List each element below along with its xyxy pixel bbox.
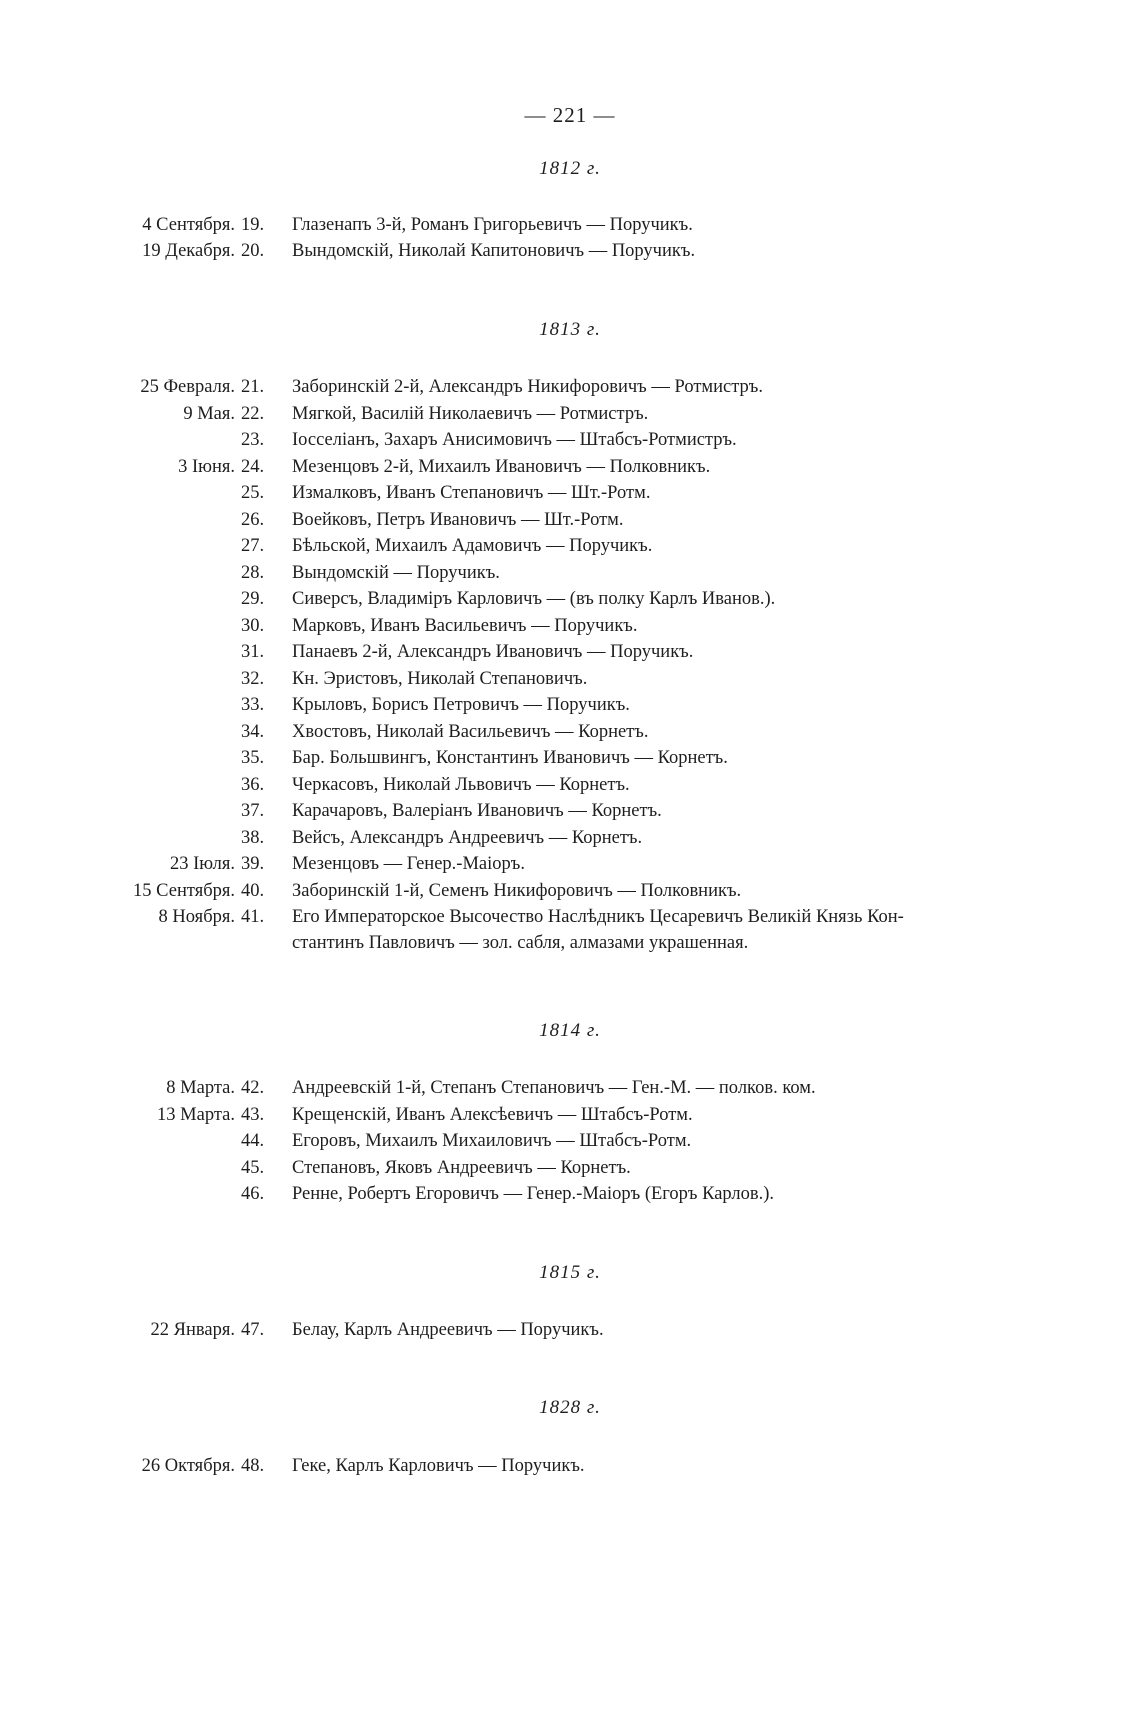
entry-number: 19.	[241, 215, 265, 235]
entry-text: Вейсъ, Александръ Андреевичъ — Корнетъ.	[292, 827, 643, 848]
entry-text: Мягкой, Василiй Николаевичъ — Ротмистръ.	[292, 403, 649, 424]
entry-date: 8 Марта.	[166, 1078, 235, 1098]
entry-date: 15 Сентября.	[133, 880, 235, 901]
entry-row	[0, 825, 1140, 851]
entry-number: 46.	[241, 1184, 265, 1204]
entry-row	[0, 427, 1140, 453]
entry-date: 13 Марта.	[157, 1104, 235, 1125]
entry-text: Мезенцовъ 2-й, Михаилъ Ивановичъ — Полковникъ.	[292, 456, 711, 477]
entry-date: 3 Iюня.	[178, 456, 235, 477]
entry-row	[0, 904, 1140, 956]
entry-text: Егоровъ, Михаилъ Михаиловичъ — Штабсъ-Ротм.	[292, 1131, 692, 1151]
entry-text: Крыловъ, Борисъ Петровичъ — Поручикъ.	[292, 695, 630, 715]
entry-row	[0, 586, 1140, 612]
entry-row	[0, 1453, 1140, 1479]
entry-row	[0, 692, 1140, 718]
entry-row	[0, 639, 1140, 665]
entry-number: 27.	[241, 536, 265, 556]
entry-row	[0, 772, 1140, 798]
entry-row	[0, 238, 1140, 264]
entry-text: Карачаровъ, Валерiанъ Ивановичъ — Корнетъ.	[292, 801, 662, 821]
entry-number: 23.	[241, 430, 265, 450]
entry-number: 32.	[241, 668, 265, 689]
entry-text: Заборинскiй 2-й, Александръ Никифоровичъ — Ротмистръ.	[292, 377, 763, 397]
entry-number: 45.	[241, 1157, 265, 1178]
entry-text: Марковъ, Иванъ Васильевичъ — Поручикъ.	[292, 615, 638, 636]
entry-date: 25 Февраля.	[140, 377, 235, 397]
entry-row	[0, 745, 1140, 771]
entry-number: 48.	[241, 1456, 265, 1476]
entry-text: Панаевъ 2-й, Александръ Ивановичъ — Поручикъ.	[292, 642, 694, 662]
entry-row	[0, 374, 1140, 400]
year-heading-1813: 1813 г.	[539, 319, 601, 340]
entry-text: Степановъ, Яковъ Андреевичъ — Корнетъ.	[292, 1157, 631, 1178]
entry-row	[0, 507, 1140, 533]
entry-number: 40.	[241, 880, 265, 901]
entry-row	[0, 560, 1140, 586]
entry-date: 19 Декабря.	[142, 241, 235, 261]
entry-row	[0, 878, 1140, 904]
entry-number: 29.	[241, 589, 265, 609]
entry-date: 8 Ноября.	[158, 907, 235, 927]
entry-text: Андреевскiй 1-й, Степанъ Степановичъ — Ген.-М. — полков. ком.	[292, 1078, 816, 1098]
entry-text: Черкасовъ, Николай Львовичъ — Корнетъ.	[292, 774, 630, 795]
entry-row	[0, 1181, 1140, 1207]
entry-date: 22 Января.	[150, 1320, 235, 1340]
entry-row	[0, 480, 1140, 506]
entry-text: Мезенцовъ — Генер.-Маiоръ.	[292, 854, 525, 874]
entry-date: 4 Сентября.	[142, 215, 235, 235]
entry-text: Хвостовъ, Николай Васильевичъ — Корнетъ.	[292, 721, 649, 742]
entry-row	[0, 533, 1140, 559]
entry-text: Воейковъ, Петръ Ивановичъ — Шт.-Ротм.	[292, 509, 624, 530]
entry-text: Заборинскiй 1-й, Семенъ Никифоровичъ — Полковникъ.	[292, 880, 742, 901]
entry-row	[0, 1155, 1140, 1181]
year-heading-1828: 1828 г.	[539, 1397, 601, 1418]
entry-text: Его Императорское Высочество Наслѣдникъ Цесаревичъ Великiй Князь Кон-	[292, 907, 904, 927]
entry-row	[0, 1128, 1140, 1154]
entry-number: 22.	[241, 403, 265, 424]
entry-number: 20.	[241, 241, 265, 261]
entry-row	[0, 851, 1140, 877]
entry-number: 44.	[241, 1131, 265, 1151]
entry-row	[0, 613, 1140, 639]
entry-number: 26.	[241, 509, 265, 530]
entry-row	[0, 798, 1140, 824]
entry-number: 42.	[241, 1078, 265, 1098]
entry-text: Вындомскiй, Николай Капитоновичъ — Поручикъ.	[292, 241, 696, 261]
entry-text: Белау, Карлъ Андреевичъ — Поручикъ.	[292, 1320, 604, 1340]
entry-number: 43.	[241, 1104, 265, 1125]
entry-number: 21.	[241, 377, 265, 397]
year-heading-1814: 1814 г.	[539, 1020, 601, 1041]
entry-text: Бѣльской, Михаилъ Адамовичъ — Поручикъ.	[292, 536, 653, 556]
entry-number: 38.	[241, 827, 265, 848]
entry-number: 33.	[241, 695, 265, 715]
entry-row	[0, 454, 1140, 480]
entry-number: 39.	[241, 854, 265, 874]
entry-row	[0, 1102, 1140, 1128]
entry-row	[0, 1317, 1140, 1343]
entry-row	[0, 719, 1140, 745]
entry-text: Сиверсъ, Владимiръ Карловичъ — (въ полку Карлъ Иванов.).	[292, 589, 776, 609]
entry-number: 37.	[241, 801, 265, 821]
year-heading-1815: 1815 г.	[539, 1262, 601, 1283]
entry-number: 31.	[241, 642, 265, 662]
entry-text: Геке, Карлъ Карловичъ — Поручикъ.	[292, 1456, 585, 1476]
entry-date: 26 Октября.	[141, 1456, 235, 1476]
entry-number: 28.	[241, 562, 265, 583]
entry-number: 25.	[241, 483, 265, 503]
page-number: — 221 —	[524, 103, 616, 127]
entry-row	[0, 212, 1140, 238]
entry-number: 47.	[241, 1320, 265, 1340]
entry-number: 36.	[241, 774, 265, 795]
year-heading-1812: 1812 г.	[539, 158, 601, 179]
entry-row	[0, 666, 1140, 692]
entry-text: Ренне, Робертъ Егоровичъ — Генер.-Маiоръ (Егоръ Карлов.).	[292, 1184, 775, 1204]
entry-row	[0, 401, 1140, 427]
entry-text-continuation: стантинъ Павловичъ — зол. сабля, алмазами украшенная.	[292, 933, 749, 953]
entry-text: Кн. Эристовъ, Николай Степановичъ.	[292, 668, 588, 689]
entry-text: Бар. Большвингъ, Константинъ Ивановичъ — Корнетъ.	[292, 748, 728, 768]
entry-text: Крещенскiй, Иванъ Алексѣевичъ — Штабсъ-Ротм.	[292, 1104, 693, 1125]
entry-number: 30.	[241, 615, 265, 636]
entry-number: 24.	[241, 456, 265, 477]
entry-text: Глазенапъ 3-й, Романъ Григорьевичъ — Поручикъ.	[292, 215, 693, 235]
entry-date: 23 Iюля.	[169, 854, 235, 874]
entry-date: 9 Мая.	[183, 403, 235, 424]
entry-number: 34.	[241, 721, 265, 742]
entry-number: 41.	[241, 907, 265, 927]
entry-text: Измалковъ, Иванъ Степановичъ — Шт.-Ротм.	[292, 483, 651, 503]
entry-text: Вындомскiй — Поручикъ.	[292, 562, 500, 583]
entry-number: 35.	[241, 748, 265, 768]
entry-text: Iосселiанъ, Захаръ Анисимовичъ — Штабсъ-Ротмистръ.	[292, 430, 737, 450]
entry-row	[0, 1075, 1140, 1101]
